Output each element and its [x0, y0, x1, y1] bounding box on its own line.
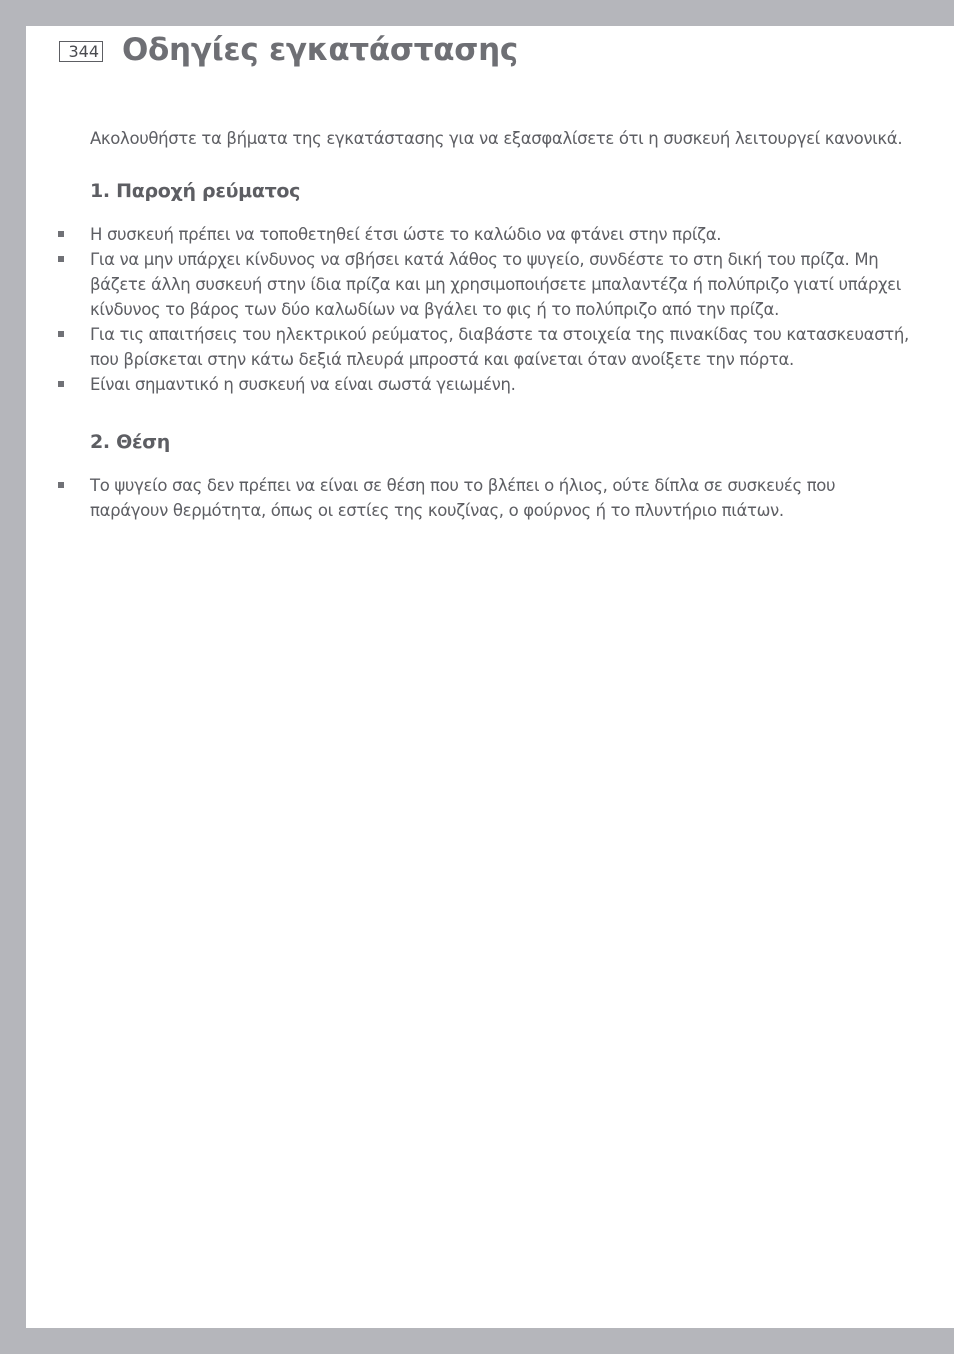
list-item-text: Το ψυγείο σας δεν πρέπει να είναι σε θέση που το βλέπει ο ήλιος, ούτε δίπλα σε συσκευές που παράγουν θερμότητα, όπως οι εστίες της κουζίνας, ο φούρνος ή το πλυντήριο πιάτων. [90, 476, 836, 520]
square-bullet-icon [58, 381, 64, 387]
section-heading-power-supply: 1. Παροχή ρεύματος [90, 180, 301, 202]
list-item-text: Για να μην υπάρχει κίνδυνος να σβήσει κατά λάθος το ψυγείο, συνδέστε το στη δική του πρίζα. Μη βάζετε άλλη συσκευή στην ίδια πρίζα και μη χρησιμοποιήσετε μπαλαντέζα ή πολύπριζο γιατί υπάρχει κίνδυνος το βάρος των δύο καλωδίων να βγάλει το φις ή το πολύπριζο από την πρίζα. [90, 250, 901, 319]
list-item-text: Η συσκευή πρέπει να τοποθετηθεί έτσι ώστε το καλώδιο να φτάνει στην πρίζα. [90, 225, 722, 244]
list-item-text: Είναι σημαντικό η συσκευή να είναι σωστά γειωμένη. [90, 375, 516, 394]
list-item [90, 247, 910, 322]
list-item-text: Για τις απαιτήσεις του ηλεκτρικού ρεύματος, διαβάστε τα στοιχεία της πινακίδας του κατασκευαστή, που βρίσκεται στην κάτω δεξιά πλευρά μπροστά και φαίνεται όταν ανοίξετε την πόρτα. [90, 325, 909, 369]
square-bullet-icon [58, 231, 64, 237]
list-item [90, 322, 910, 372]
square-bullet-icon [58, 256, 64, 262]
power-supply-list [90, 222, 910, 397]
location-list [90, 473, 910, 523]
document-page [26, 26, 954, 1328]
page-title: Οδηγίες εγκατάστασης [122, 32, 518, 68]
list-item [90, 372, 910, 397]
list-item [90, 222, 910, 247]
intro-paragraph: Ακολουθήστε τα βήματα της εγκατάστασης για να εξασφαλίσετε ότι η συσκευή λειτουργεί κανονικά. [90, 129, 903, 148]
page-content [90, 126, 910, 523]
square-bullet-icon [58, 331, 64, 337]
square-bullet-icon [58, 482, 64, 488]
page-number-box: 344 [59, 41, 103, 62]
list-item [90, 473, 910, 523]
section-heading-location: 2. Θέση [90, 431, 171, 453]
